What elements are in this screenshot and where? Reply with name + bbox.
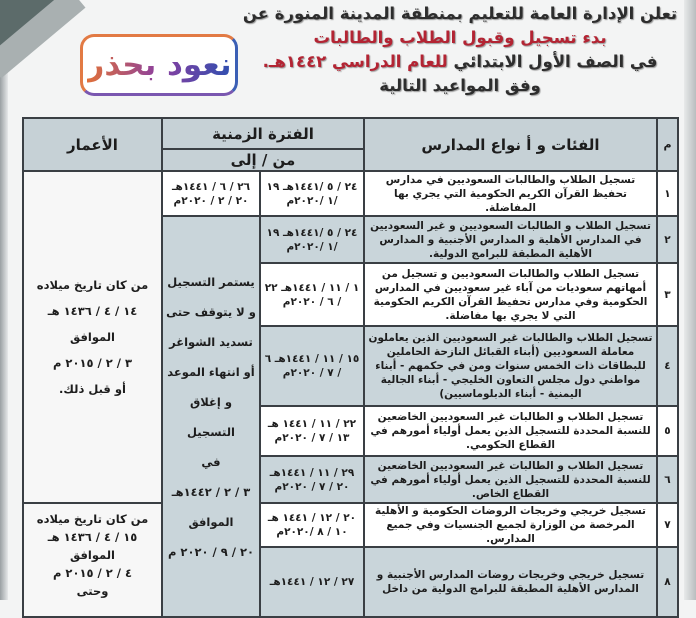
ages-cell-1 bbox=[23, 171, 162, 503]
row-number: ٣ bbox=[657, 263, 678, 326]
logo-text: نعود بحذر bbox=[86, 47, 232, 83]
table-row bbox=[23, 171, 678, 216]
ages-text: ٣ / ٢ / ٢٠١٥ م bbox=[52, 356, 132, 370]
right-edge bbox=[684, 0, 696, 600]
continuing-text: و إغلاق التسجيل bbox=[187, 394, 235, 439]
continuing-text: تسديد الشواغر bbox=[169, 334, 253, 349]
row-category: تسجيل الطلاب و الطالبات غير السعوديين الخاضعين للنسبة المحددة للتسجيل الذين يعمل أولياء أمورهم في القطاع الخاص. bbox=[364, 456, 657, 503]
row-from: ٢٤ / ٥ /١٤٤١هـ ١٩ /١ /٢٠٢٠م bbox=[260, 216, 364, 263]
row-category: تسجيل خريجي وخريجات الروضات الحكومية و الأهلية المرخصة من الوزارة لجميع الجنسيات وفي جميع المدارس. bbox=[364, 503, 657, 547]
row-category: تسجيل الطلاب والطالبات السعوديين في مدارس تحفيظ القرآن الكريم الحكومية التي يجري بها المفاضلة. bbox=[364, 171, 657, 216]
row-number: ٤ bbox=[657, 326, 678, 406]
header-categories: الفئات و أ نواع المدارس bbox=[364, 118, 657, 171]
title-line-4: وفق المواعيد التالية bbox=[379, 76, 541, 95]
row-from: ١ / ١١ / ١٤٤١هـ ٢٢ / ٦ / ٢٠٢٠م bbox=[260, 263, 364, 326]
row-from: ٢٩ / ١١ / ١٤٤١هـ ٢٠ / ٧ / ٢٠٢٠م bbox=[260, 456, 364, 503]
row-from: ٢٢ / ١١ / ١٤٤١ هـ ١٣ / ٧ / ٢٠٢٠م bbox=[260, 406, 364, 456]
row-to: ٢٦ / ٦ / ١٤٤١هـ ٢٠ / ٢ / ٢٠٢٠م bbox=[162, 171, 260, 216]
ages-text: أو قبل ذلك. bbox=[59, 382, 126, 396]
title-line-3b: للعام الدراسي ١٤٤٢هـ. bbox=[262, 52, 448, 71]
row-category: تسجيل خريجي وخريجات روضات المدارس الأجنبية و المدارس الأهلية المطبقة للبرامج الدولية من داخل bbox=[364, 547, 657, 617]
row-number: ٢ bbox=[657, 216, 678, 263]
row-number: ٨ bbox=[657, 547, 678, 617]
continuing-text: ٢٠ / ٩ / ٢٠٢٠ م bbox=[167, 544, 255, 559]
ages-text: من كان تاريخ ميلاده bbox=[36, 278, 149, 292]
row-from: ٢٠ / ١٢ / ١٤٤١ هـ ١٠ / ٨ /٢٠٢٠م bbox=[260, 503, 364, 547]
title-line-3a: في الصف الأول الابتدائي bbox=[453, 52, 658, 71]
header-number: م bbox=[657, 118, 678, 171]
ages-text: ٤ / ٢ / ٢٠١٥ م bbox=[52, 566, 132, 580]
logo bbox=[80, 34, 238, 96]
ages-text: وحتى bbox=[76, 584, 109, 598]
row-category: تسجيل الطلاب و الطالبات غير السعوديين الخاضعين للنسبة المحددة للتسجيل الذين يعمل أولياء أمورهم في القطاع الحكومي. bbox=[364, 406, 657, 456]
ages-text: من كان تاريخ ميلاده bbox=[36, 512, 149, 526]
title-line-1: تعلن الإدارة العامة للتعليم بمنطقة المدينة المنورة عن bbox=[242, 4, 678, 23]
row-category: تسجيل الطلاب والطالبات غير السعوديين الذين يعاملون معاملة السعوديين (أبناء القبائل النازحة الحاملين للبطاقات ذات الخمس سنوات ومن في حكمهم - أبناء مواطني دول مجلس التعاون الخليجي - أبناء الجالية اليمنية - أبناء الدبلوماسيين) bbox=[364, 326, 657, 406]
ages-text: الموافق bbox=[69, 548, 116, 562]
row-number: ٦ bbox=[657, 456, 678, 503]
announcement-title bbox=[240, 2, 680, 98]
row-from: ١٥ / ١١ / ١٤٤١هـ ٦ / ٧ / ٢٠٢٠م bbox=[260, 326, 364, 406]
continuing-text: ٣ / ٢ / ١٤٤٢هـ bbox=[171, 484, 251, 499]
row-number: ٥ bbox=[657, 406, 678, 456]
row-number: ١ bbox=[657, 171, 678, 216]
row-from: ٢٤ / ٥ /١٤٤١هـ ١٩ /١ /٢٠٢٠م bbox=[260, 171, 364, 216]
continuing-text: في bbox=[201, 454, 221, 469]
row-category: تسجيل الطلاب والطالبات السعوديين و تسجيل من أمهاتهم سعوديات من آباء غير سعوديين في المدارس الحكومية وفي مدارس تحفيظ القرآن الكريم الحكومية التي لا يجري بها مفاضلة. bbox=[364, 263, 657, 326]
left-edge bbox=[0, 0, 8, 600]
ages-text: ١٥ / ٤ / ١٤٣٦ هـ bbox=[47, 530, 138, 544]
title-line-3 bbox=[240, 50, 680, 74]
schedule-table bbox=[22, 117, 679, 618]
table-row bbox=[23, 503, 678, 547]
continuing-text: الموافق bbox=[188, 514, 234, 529]
continuing-text: يستمر التسجيل bbox=[167, 274, 255, 289]
row-from: ٢٧ / ١٢ / ١٤٤١هـ bbox=[260, 547, 364, 617]
header-ages: الأعمار bbox=[23, 118, 162, 171]
header-from-to: من / إلى bbox=[162, 149, 364, 171]
continuing-text: أو انتهاء الموعد bbox=[167, 364, 255, 379]
title-line-2: بدء تسجيل وقبول الطلاب والطالبات bbox=[313, 28, 607, 47]
header-period: الفترة الزمنية bbox=[162, 118, 364, 149]
ages-text: الموافق bbox=[69, 330, 116, 344]
row-number: ٧ bbox=[657, 503, 678, 547]
row-category: تسجيل الطلاب و الطالبات السعوديين و غير السعوديين في المدارس الأهلية و المدارس الأجنبية و المدارس الأهلية المطبقة للبرامج الدولية. bbox=[364, 216, 657, 263]
continuing-registration-cell bbox=[162, 216, 260, 617]
continuing-text: و لا يتوقف حتى bbox=[166, 304, 256, 319]
ages-text: ١٤ / ٤ / ١٤٣٦ هـ bbox=[47, 304, 138, 318]
